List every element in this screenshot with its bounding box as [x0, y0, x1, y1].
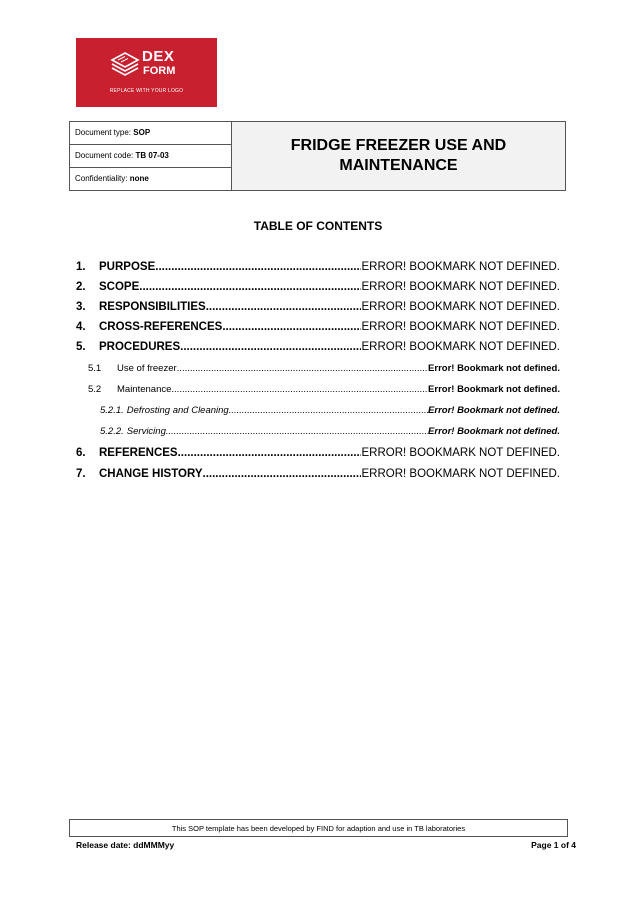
toc-entry-title: Maintenance [117, 384, 172, 395]
toc-leader [222, 321, 361, 333]
title-line1: FRIDGE FREEZER USE AND [290, 137, 507, 154]
document-title [232, 122, 565, 190]
toc-entry-title: CHANGE HISTORY [99, 468, 203, 480]
doc-code-label: Document code: [75, 151, 134, 160]
document-header-table [69, 121, 566, 191]
toc-entry-number: 3. [76, 301, 86, 313]
release-date: Release date: ddMMMyy [76, 840, 175, 850]
company-logo [76, 38, 217, 107]
toc-entry-number: 4. [76, 321, 86, 333]
toc-leader [206, 301, 362, 313]
toc-entry-page: ERROR! BOOKMARK NOT DEFINED. [361, 341, 560, 353]
toc-entry-page: Error! Bookmark not defined. [428, 363, 560, 374]
toc-entry-title: RESPONSIBILITIES [99, 301, 206, 313]
toc-leader [177, 363, 428, 374]
toc-entry-number: 1. [76, 261, 86, 273]
toc-entry-title: REFERENCES [99, 447, 178, 459]
toc-entry-page: ERROR! BOOKMARK NOT DEFINED. [361, 468, 560, 480]
toc-entry-maintenance[interactable] [88, 384, 560, 400]
footer-note: This SOP template has been developed by FIND for adaption and use in TB laboratories [69, 819, 568, 837]
toc-entry-title: PROCEDURES [99, 341, 181, 353]
toc-entry-page: ERROR! BOOKMARK NOT DEFINED. [361, 281, 560, 293]
stacked-paper-icon [110, 51, 140, 79]
toc-entry-use-of-freezer[interactable] [88, 363, 560, 379]
toc-entry-scope[interactable] [76, 281, 560, 297]
toc-entry-title: Servicing [126, 426, 166, 437]
toc-leader [229, 405, 428, 416]
toc-entry-change-history[interactable] [76, 468, 560, 484]
toc-entry-title: Use of freezer [117, 363, 177, 374]
toc-entry-number: 7. [76, 468, 86, 480]
doc-code-row [70, 145, 231, 168]
toc-entry-purpose[interactable] [76, 261, 560, 277]
toc-entry-number: 5.2.2. [100, 426, 124, 437]
toc-entry-servicing[interactable] [100, 426, 560, 442]
logo-tagline: REPLACE WITH YOUR LOGO [109, 88, 184, 94]
toc-heading: TABLE OF CONTENTS [253, 219, 383, 233]
doc-type-row [70, 122, 231, 145]
toc-entry-number: 5.2.1. [100, 405, 124, 416]
doc-type-value: SOP [133, 128, 151, 137]
doc-code-value: TB 07-03 [135, 151, 169, 160]
toc-entry-defrosting[interactable] [100, 405, 560, 421]
toc-entry-title: PURPOSE [99, 261, 156, 273]
toc-leader [166, 426, 428, 437]
toc-leader [178, 447, 362, 459]
page-number: Page 1 of 4 [531, 840, 576, 850]
toc-entry-title: CROSS-REFERENCES [99, 321, 223, 333]
toc-entry-page: ERROR! BOOKMARK NOT DEFINED. [361, 447, 560, 459]
toc-entry-title: SCOPE [99, 281, 140, 293]
toc-entry-number: 6. [76, 447, 86, 459]
toc-entry-page: Error! Bookmark not defined. [428, 384, 560, 395]
toc-entry-page: ERROR! BOOKMARK NOT DEFINED. [361, 301, 560, 313]
toc-leader [171, 384, 428, 395]
doc-type-label: Document type: [75, 128, 132, 137]
toc-entry-number: 2. [76, 281, 86, 293]
toc-entry-page: Error! Bookmark not defined. [428, 426, 560, 437]
toc-entry-references[interactable] [76, 447, 560, 463]
confidentiality-label: Confidentiality: [75, 174, 128, 183]
toc-leader [203, 468, 362, 480]
document-meta [70, 122, 232, 190]
confidentiality-row [70, 168, 231, 190]
toc-entry-number: 5.2 [88, 384, 102, 395]
toc-leader [180, 341, 361, 353]
toc-entry-cross-references[interactable] [76, 321, 560, 337]
confidentiality-value: none [129, 174, 149, 183]
toc-entry-number: 5. [76, 341, 86, 353]
toc-entry-page: ERROR! BOOKMARK NOT DEFINED. [361, 321, 560, 333]
logo-brand-line1: DEX [142, 48, 175, 65]
toc-entry-page: Error! Bookmark not defined. [428, 405, 560, 416]
toc-leader [139, 281, 361, 293]
logo-brand-line2: FORM [143, 65, 176, 77]
toc-entry-page: ERROR! BOOKMARK NOT DEFINED. [361, 261, 560, 273]
title-line2: MAINTENANCE [339, 157, 458, 174]
toc-entry-responsibilities[interactable] [76, 301, 560, 317]
toc-leader [155, 261, 361, 273]
toc-entry-procedures[interactable] [76, 341, 560, 357]
toc-entry-title: Defrosting and Cleaning [126, 405, 229, 416]
toc-entry-number: 5.1 [88, 363, 102, 374]
